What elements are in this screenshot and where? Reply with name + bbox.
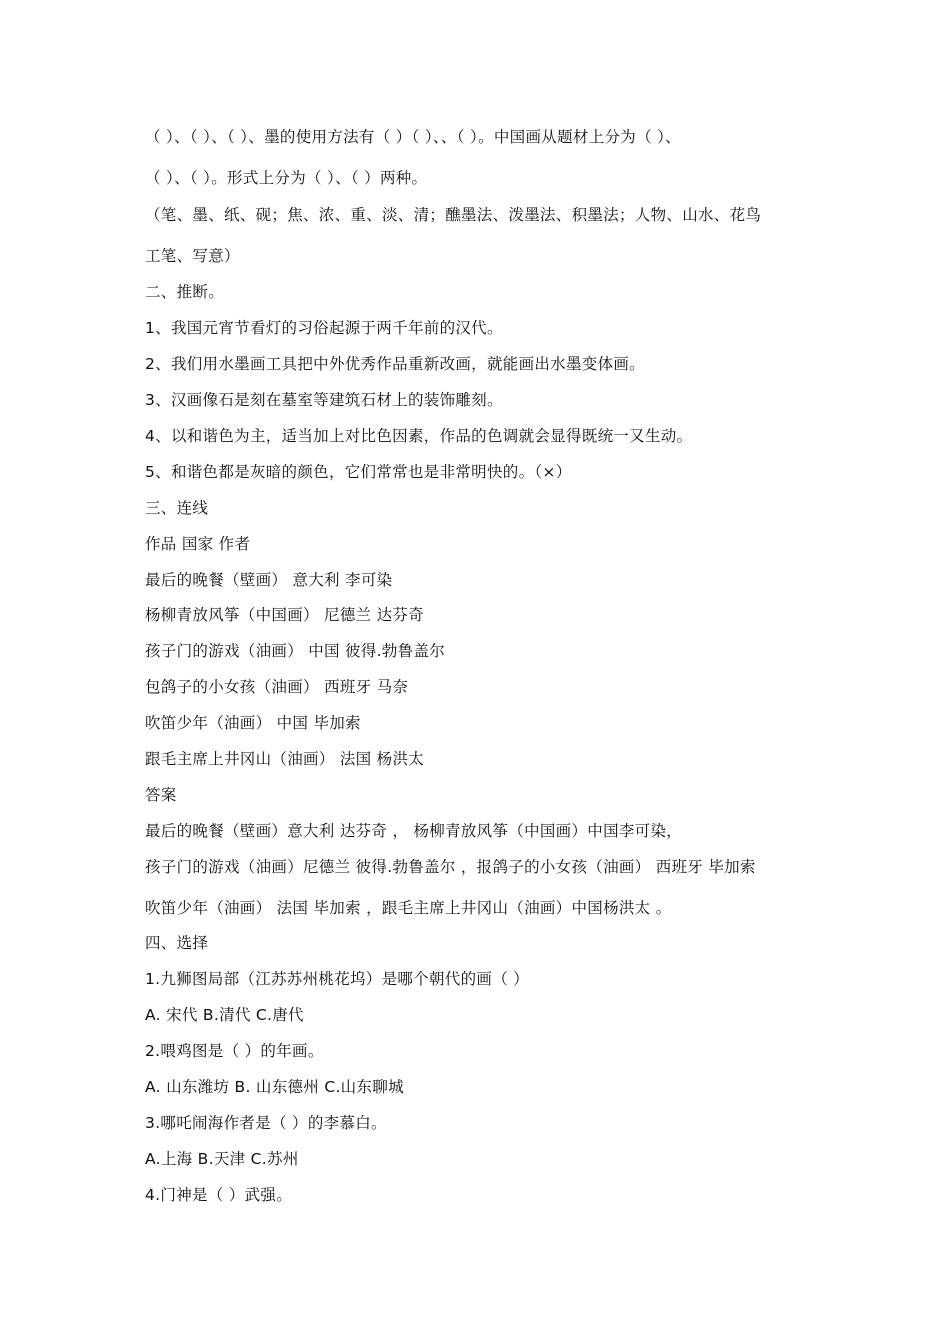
text-line: 最后的晚餐（壁画）意大利 达芬奇 ， 杨柳青放风筝（中国画）中国李可染， — [145, 822, 683, 840]
text-line: 吹笛少年（油画） 中国 毕加索 — [145, 714, 361, 732]
text-line: 跟毛主席上井冈山（油画） 法国 杨洪太 — [145, 750, 425, 768]
text-line: 2、我们用水墨画工具把中外优秀作品重新改画，就能画出水墨变体画。 — [145, 355, 645, 373]
text-line: 杨柳青放风筝（中国画） 尼德兰 达芬奇 — [145, 606, 425, 624]
text-line: 包鸽子的小女孩（油画） 西班牙 马奈 — [145, 678, 409, 696]
text-line: 孩子门的游戏（油画）尼德兰 彼得.勃鲁盖尔 ，报鸽子的小女孩（油画） 西班牙 毕加索 — [145, 858, 756, 876]
text-line: （ ）、（ ）。形式上分为（ ）、（ ）两种。 — [145, 169, 428, 187]
text-line: 3.哪吒闹海作者是（ ）的李慕白。 — [145, 1114, 387, 1132]
text-line: A. 宋代 B.清代 C.唐代 — [145, 1006, 304, 1024]
text-line: 最后的晚餐（壁画） 意大利 李可染 — [145, 571, 393, 589]
text-line: （笔、墨、纸、砚；焦、浓、重、淡、清；醮墨法、泼墨法、积墨法；人物、山水、花鸟 — [145, 206, 762, 224]
text-line: 1.九狮图局部（江苏苏州桃花坞）是哪个朝代的画（ ） — [145, 970, 530, 988]
text-line: 孩子门的游戏（油画） 中国 彼得.勃鲁盖尔 — [145, 642, 446, 660]
text-line: 4.门神是（ ）武强。 — [145, 1186, 293, 1204]
section-heading: 四、选择 — [145, 934, 209, 952]
text-line: A.上海 B.天津 C.苏州 — [145, 1150, 299, 1168]
text-line: 作品 国家 作者 — [145, 535, 251, 553]
text-line: 4、以和谐色为主，适当加上对比色因素，作品的色调就会显得既统一又生动。 — [145, 427, 693, 445]
text-line: 3、汉画像石是刻在墓室等建筑石材上的装饰雕刻。 — [145, 391, 503, 409]
section-heading: 二、推断。 — [145, 283, 225, 301]
text-line: 1、我国元宵节看灯的习俗起源于两千年前的汉代。 — [145, 319, 503, 337]
text-line: （ ）、（ ）、（ ）、墨的使用方法有（ ）（ ）、、（ ）。中国画从题材上分为（ ）、 — [145, 128, 681, 146]
section-heading: 三、连线 — [145, 499, 209, 517]
text-line: 工笔、写意） — [145, 247, 240, 265]
text-line: 5、和谐色都是灰暗的颜色，它们常常也是非常明快的。（×） — [145, 463, 572, 481]
text-line: 2.喂鸡图是（ ）的年画。 — [145, 1042, 324, 1060]
section-heading: 答案 — [145, 786, 177, 804]
text-line: A. 山东潍坊 B. 山东德州 C.山东聊城 — [145, 1078, 404, 1096]
text-line: 吹笛少年（油画） 法国 毕加索 ，跟毛主席上井冈山（油画）中国杨洪太 。 — [145, 899, 672, 917]
